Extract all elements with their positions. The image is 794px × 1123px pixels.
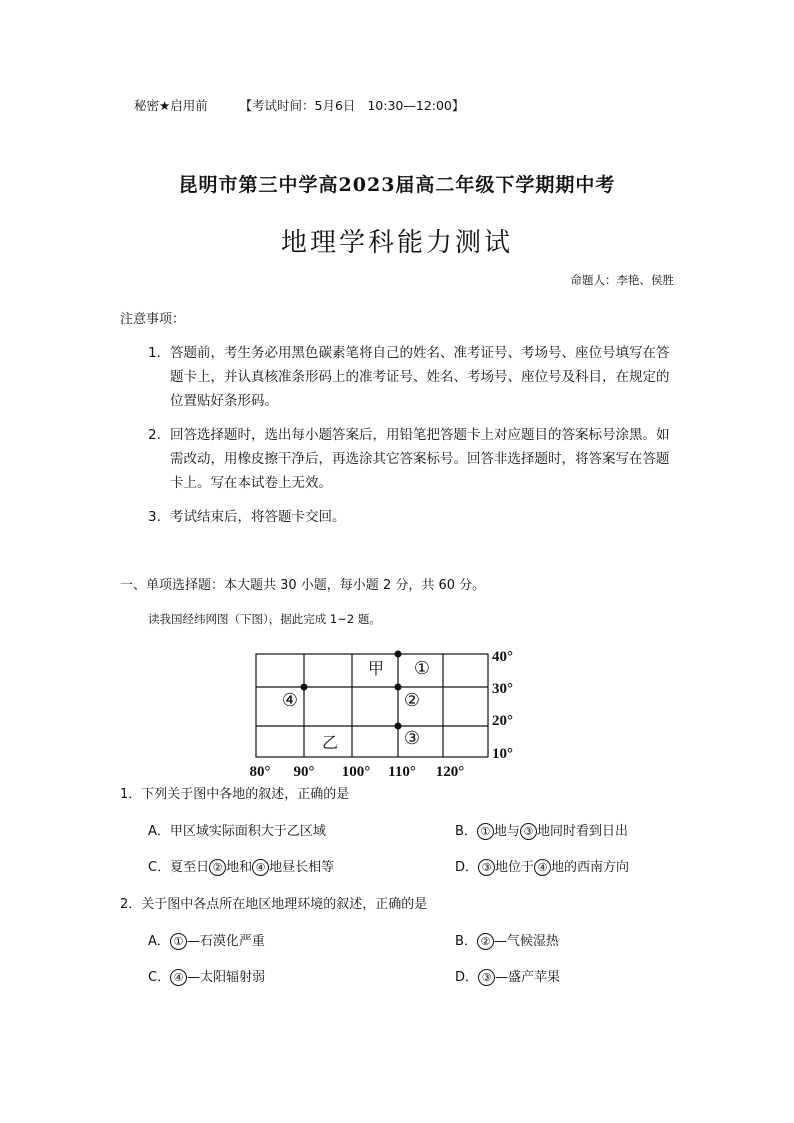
option-letter: C． bbox=[148, 970, 171, 985]
option-letter: B． bbox=[455, 934, 477, 949]
q2-option-c bbox=[148, 966, 265, 986]
notice-item-number: 3． bbox=[148, 509, 171, 525]
option-text: 夏至日 bbox=[170, 860, 210, 875]
subject-title: 地理学科能力测试 bbox=[280, 228, 513, 258]
option-letter: D． bbox=[455, 970, 479, 985]
q1-option-d bbox=[455, 856, 629, 876]
notice-item-3 bbox=[148, 505, 678, 529]
exam-time: 【考试时间：5月6日 10:30—12:00】 bbox=[239, 98, 465, 113]
point-label-2: ② bbox=[403, 690, 421, 710]
circled-number: ④ bbox=[170, 969, 187, 986]
circled-number: ① bbox=[477, 823, 494, 840]
notice-item-number: 2． bbox=[148, 427, 171, 443]
lon-label-90: 90° bbox=[293, 764, 315, 779]
lon-label-120: 120° bbox=[435, 764, 465, 779]
notice-item-text: 答题前，考生务必用黑色碳素笔将自己的姓名、准考证号、考场号、座位号填写在答题卡上，并认真核准条形码上的准考证号、姓名、考场号、座位号及科目，在规定的位置贴好条形码。 bbox=[170, 345, 670, 409]
region-yi-label: 乙 bbox=[321, 735, 339, 752]
option-text: 地昼长相等 bbox=[269, 860, 335, 875]
notice-item-text: 回答选择题时，选出每小题答案后，用铅笔把答题卡上对应题目的答案标号涂黑。如需改动，用橡皮擦干净后，再选涂其它答案标号。回答非选择题时，将答案写在答题卡上。写在本试卷上无效。 bbox=[170, 427, 670, 491]
lat-label-20: 20° bbox=[492, 713, 513, 729]
question-2-stem: 2．关于图中各点所在地区地理环境的叙述，正确的是 bbox=[120, 897, 428, 912]
q2-option-d bbox=[455, 966, 560, 986]
point-label-3: ③ bbox=[403, 728, 421, 748]
notice-item-text: 考试结束后，将答题卡交回。 bbox=[170, 509, 346, 525]
notice-item-number: 1． bbox=[148, 345, 171, 361]
region-jia-label: 甲 bbox=[367, 661, 385, 678]
circled-number: ① bbox=[170, 933, 187, 950]
q2-option-a bbox=[148, 930, 265, 950]
circled-number: ④ bbox=[534, 859, 551, 876]
option-text: —太阳辐射弱 bbox=[187, 970, 266, 985]
q2-option-b bbox=[455, 930, 559, 950]
question-intro: 读我国经纬网图（下图），据此完成 1~2 题。 bbox=[148, 612, 381, 626]
notice-item-1 bbox=[148, 341, 678, 413]
option-letter: B． bbox=[455, 824, 477, 839]
circled-number: ④ bbox=[252, 859, 269, 876]
q1-option-a bbox=[148, 820, 326, 839]
option-text: 地同时看到日出 bbox=[536, 824, 628, 839]
point-label-1: ① bbox=[413, 658, 431, 678]
circled-number: ③ bbox=[520, 823, 537, 840]
lat-label-10: 10° bbox=[492, 746, 513, 762]
circled-number: ② bbox=[477, 933, 494, 950]
option-letter: C． bbox=[148, 860, 171, 875]
option-text: —气候湿热 bbox=[493, 934, 559, 949]
exam-title: 昆明市第三中学高2023届高二年级下学期期中考 bbox=[178, 174, 616, 196]
question-1-stem: 1．下列关于图中各地的叙述，正确的是 bbox=[120, 787, 350, 802]
notice-heading: 注意事项： bbox=[120, 312, 186, 327]
point-label-4: ④ bbox=[281, 690, 299, 710]
section-heading: 一、单项选择题：本大题共 30 小题，每小题 2 分，共 60 分。 bbox=[120, 578, 486, 593]
option-letter: D． bbox=[455, 860, 479, 875]
lon-label-80: 80° bbox=[249, 764, 271, 779]
option-text: 地和 bbox=[226, 860, 253, 875]
q1-option-b bbox=[455, 820, 628, 840]
option-text: 地位于 bbox=[495, 860, 535, 875]
lat-label-40: 40° bbox=[492, 649, 513, 665]
point-dot-4 bbox=[301, 684, 308, 691]
latlong-grid-map bbox=[240, 644, 540, 779]
lon-label-100: 100° bbox=[341, 764, 371, 779]
author-line: 命题人：李艳、侯胜 bbox=[570, 273, 674, 287]
circled-number: ② bbox=[209, 859, 226, 876]
point-dot-3 bbox=[395, 723, 402, 730]
option-text: —盛产苹果 bbox=[495, 970, 561, 985]
point-dot-2 bbox=[395, 684, 402, 691]
point-dot-1 bbox=[395, 651, 402, 658]
header-line bbox=[134, 96, 464, 114]
secret-label: 秘密★启用前 bbox=[134, 98, 208, 113]
option-letter: A． bbox=[148, 934, 170, 949]
circled-number: ③ bbox=[478, 969, 495, 986]
lon-label-110: 110° bbox=[388, 764, 416, 779]
grid-points bbox=[301, 651, 402, 730]
circled-number: ③ bbox=[478, 859, 495, 876]
option-text: 地的西南方向 bbox=[551, 860, 630, 875]
option-text: —石漠化严重 bbox=[186, 934, 265, 949]
lat-label-30: 30° bbox=[492, 681, 513, 697]
option-text: 甲区域实际面积大于乙区域 bbox=[169, 824, 326, 839]
q1-option-c bbox=[148, 856, 334, 876]
option-letter: A． bbox=[148, 824, 170, 839]
notice-item-2 bbox=[148, 423, 678, 495]
option-text: 地与 bbox=[493, 824, 520, 839]
